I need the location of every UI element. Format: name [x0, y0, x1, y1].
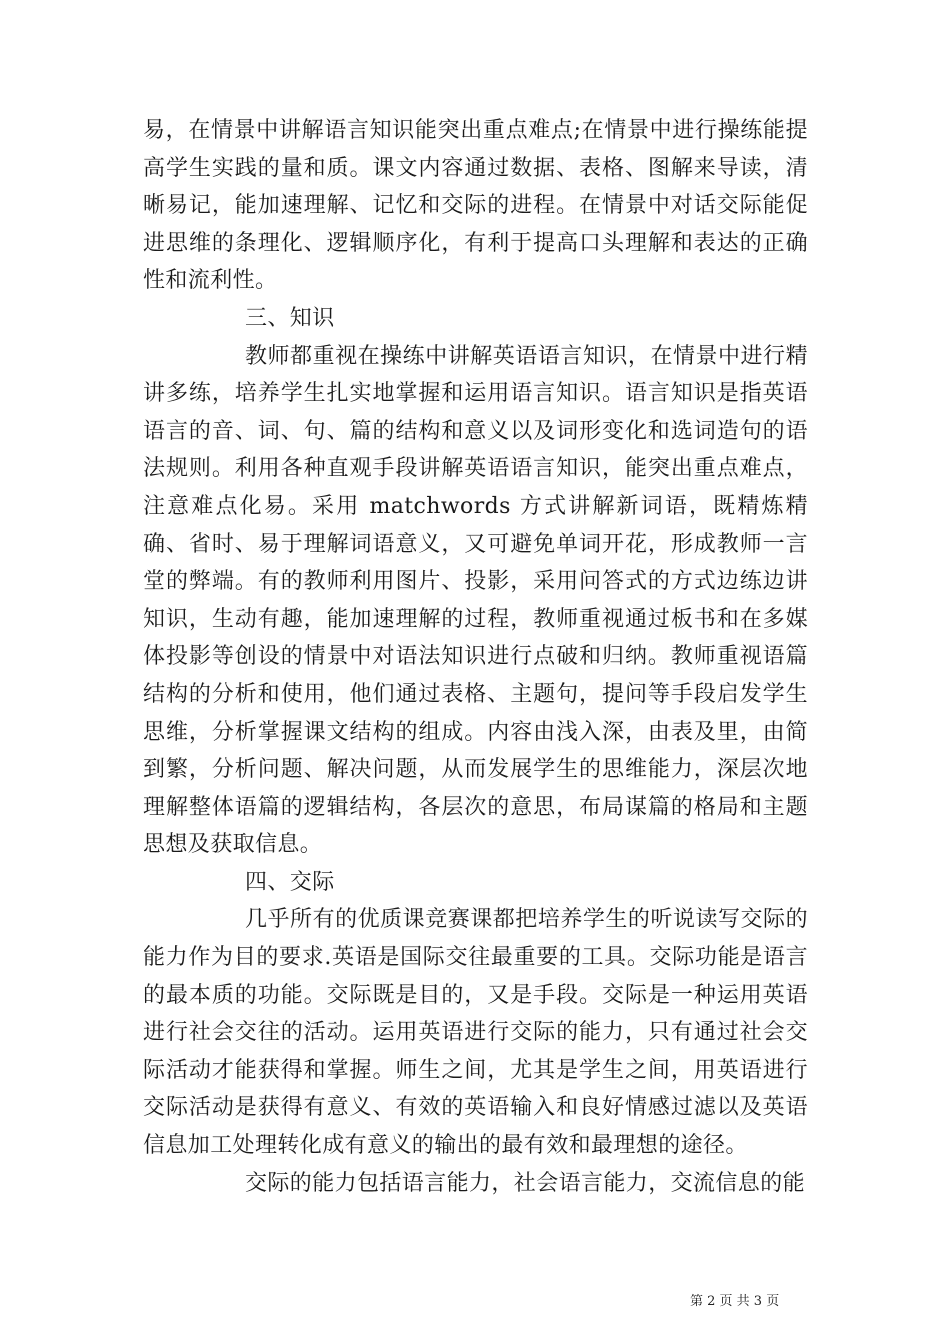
section-heading-knowledge: 三、知识	[245, 305, 335, 331]
paragraph-continuation: 易，在情景中讲解语言知识能突出重点难点;在情景中进行操练能提高学生实践的量和质。课文内容通过数据、表格、图解来导读，清晰易记，能加速理解、记忆和交际的进程。在情景中对话交际能促进思维的条理化、逻辑顺序化，有利于提高口头理解和表达的正确性和流利性。	[143, 118, 808, 294]
document-body	[143, 112, 808, 1202]
paragraph-communication-ability: 交际的能力包括语言能力，社会语言能力，交流信息的能	[245, 1170, 806, 1196]
section-heading-communication: 四、交际	[245, 869, 335, 895]
page-footer: 第 2 页 共 3 页	[690, 1294, 780, 1309]
paragraph-knowledge: 教师都重视在操练中讲解英语语言知识，在情景中进行精讲多练，培养学生扎实地掌握和运用语言知识。语言知识是指英语语言的音、词、句、篇的结构和意义以及词形变化和选词造句的语法规则。利用各种直观手段讲解英语语言知识，能突出重点难点，注意难点化易。采用 matchwords 方式讲解新词语，既精炼精确、省时、易于理解词语意义，又可避免单词开花，形成教师一言堂的弊端。有的教师利用图片、投影，采用问答式的方式边练边讲知识，生动有趣，能加速理解的过程，教师重视通过板书和在多媒体投影等创设的情景中对语法知识进行点破和归纳。教师重视语篇结构的分析和使用，他们通过表格、主题句，提问等手段启发学生思维，分析掌握课文结构的组成。内容由浅入深，由表及里，由简到繁，分析问题、解决问题，从而发展学生的思维能力，深层次地理解整体语篇的逻辑结构，各层次的意思，布局谋篇的格局和主题思想及获取信息。	[143, 343, 808, 858]
paragraph-communication: 几乎所有的优质课竞赛课都把培养学生的听说读写交际的能力作为目的要求.英语是国际交往最重要的工具。交际功能是语言的最本质的功能。交际既是目的，又是手段。交际是一种运用英语进行社会交往的活动。运用英语进行交际的能力，只有通过社会交际活动才能获得和掌握。师生之间，尤其是学生之间，用英语进行交际活动是获得有意义、有效的英语输入和良好情感过滤以及英语信息加工处理转化成有意义的输出的最有效和最理想的途径。	[143, 907, 808, 1159]
